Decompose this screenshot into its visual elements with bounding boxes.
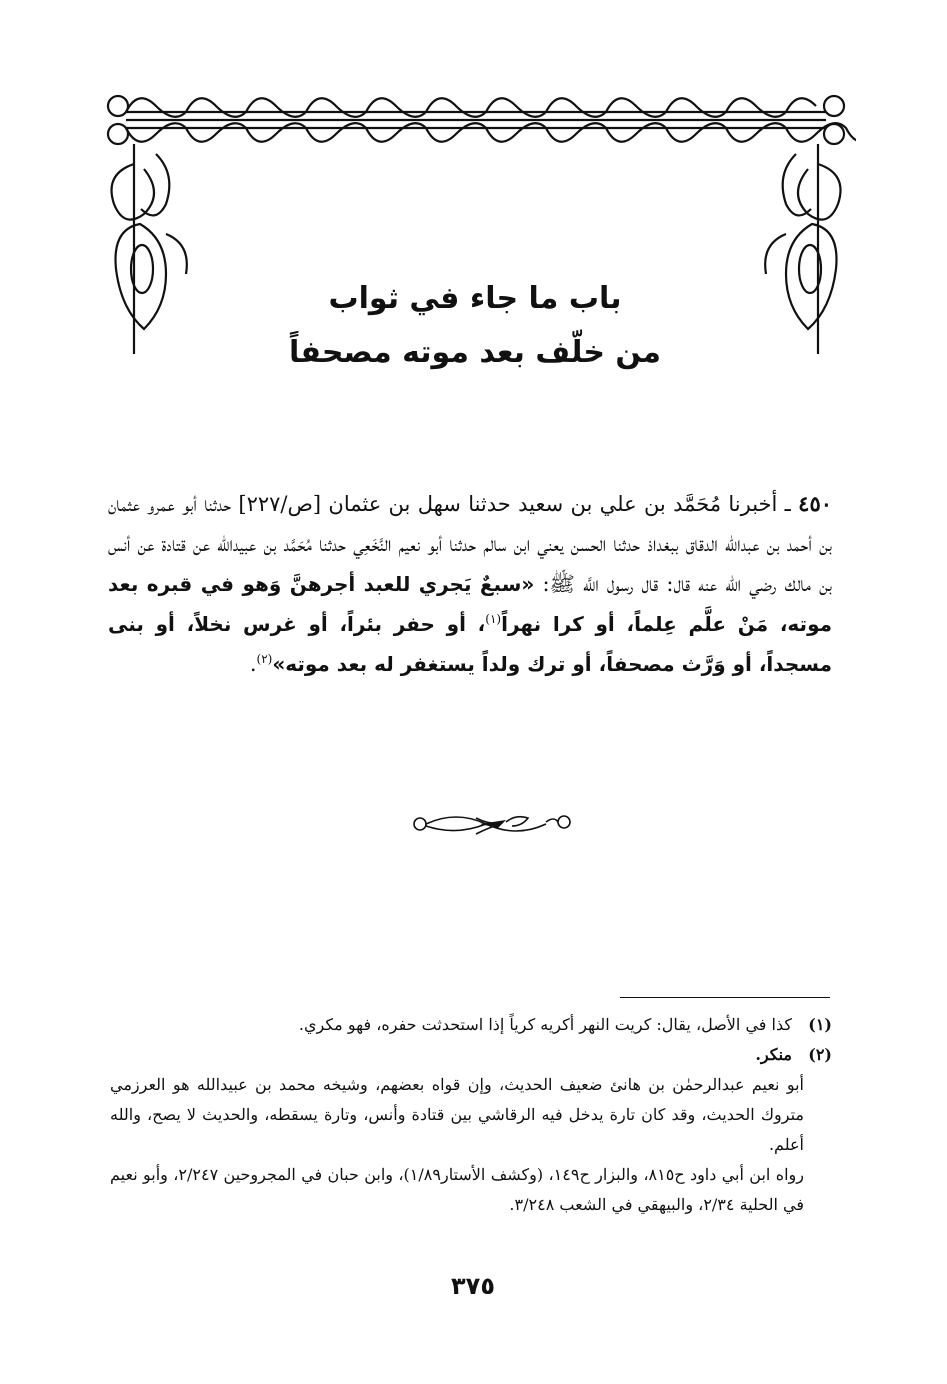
footnote-2-grade: منكر. — [755, 1045, 792, 1064]
footnote-1-number: (١) — [808, 1015, 832, 1034]
footnote-1-text: كذا في الأصل، يقال: كريت النهر أكريه كرياً إذا استحدثت حفره، فهو مكري. — [298, 1015, 792, 1034]
footnote-marker-2[interactable]: (٢) — [256, 652, 273, 666]
hadith-paragraph — [108, 484, 832, 684]
chapter-title-line1: باب ما جاء في ثواب — [328, 281, 622, 316]
hadith-number: ٤٥٠ — [798, 491, 833, 516]
footnote-1 — [110, 1010, 832, 1040]
hadith-matn-part1: «سبعٌ يَجري للعبد أجرهنَّ وَهو في قبره بعد موته، مَنْ علَّم عِلماً، أو كرا نهراً — [108, 572, 832, 636]
footnotes — [110, 1010, 832, 1220]
footnote-2-paragraph-1: أبو نعيم عبدالرحمٰن بن هانئ ضعيف الحديث، وإن قواه بعضهم، وشيخه محمد بن عبيدالله هو العرزمي متروك الحديث، وقد كان تارة يدخل فيه الرقاشي بين قتادة وأنس، وتارة يسقطه، والحديث لا يصح، والله أعلم. — [110, 1075, 804, 1154]
hadith-end: . — [249, 652, 257, 676]
footnote-2-paragraph-2: رواه ابن أبي داود ح٨١٥، والبزار ح١٤٩، (وكشف الأستار١/٨٩)، وابن حبان في المجروحين ٢/٢٤٧، وأبو نعيم في الحلية ٢/٣٤، والبيهقي في الشعب ٣/٢٤٨. — [110, 1165, 805, 1214]
page-number: ٣٧٥ — [451, 1272, 495, 1300]
footnote-2 — [110, 1040, 832, 1070]
footnote-2-number: (٢) — [808, 1045, 832, 1064]
footnote-marker-1[interactable]: (١) — [485, 612, 502, 626]
chapter-title — [230, 272, 720, 380]
hadith-matn-part2: ، أو حفر بئراً، أو غرس نخلاً، أو بنى مسجداً، أو وَرَّث مصحفاً، أو ترك ولداً يستغفر له بعد موته» — [108, 612, 832, 676]
hadith-isnad: ـ أخبرنا مُحَمَّد بن علي بن سعيد حدثنا سهل بن عثمان [ص/٢٢٧] حدثنا أبو عمرو عثمان بن أحمد بن عبدالله الدقاق ببغداذ حدثنا الحسن يعني ابن سالم حدثنا أبو نعيم النَّخَعِي حدثنا مُحَمَّد بن عبيدالله عن قتادة عن أنس بن مالك رضي الله عنه قال: قال رسول اللَّه ﷺ: — [108, 492, 832, 596]
section-divider-ornament-icon — [406, 806, 578, 840]
footnote-separator — [620, 997, 830, 998]
chapter-title-line2: من خلّف بعد موته مصحفاً — [289, 335, 661, 370]
